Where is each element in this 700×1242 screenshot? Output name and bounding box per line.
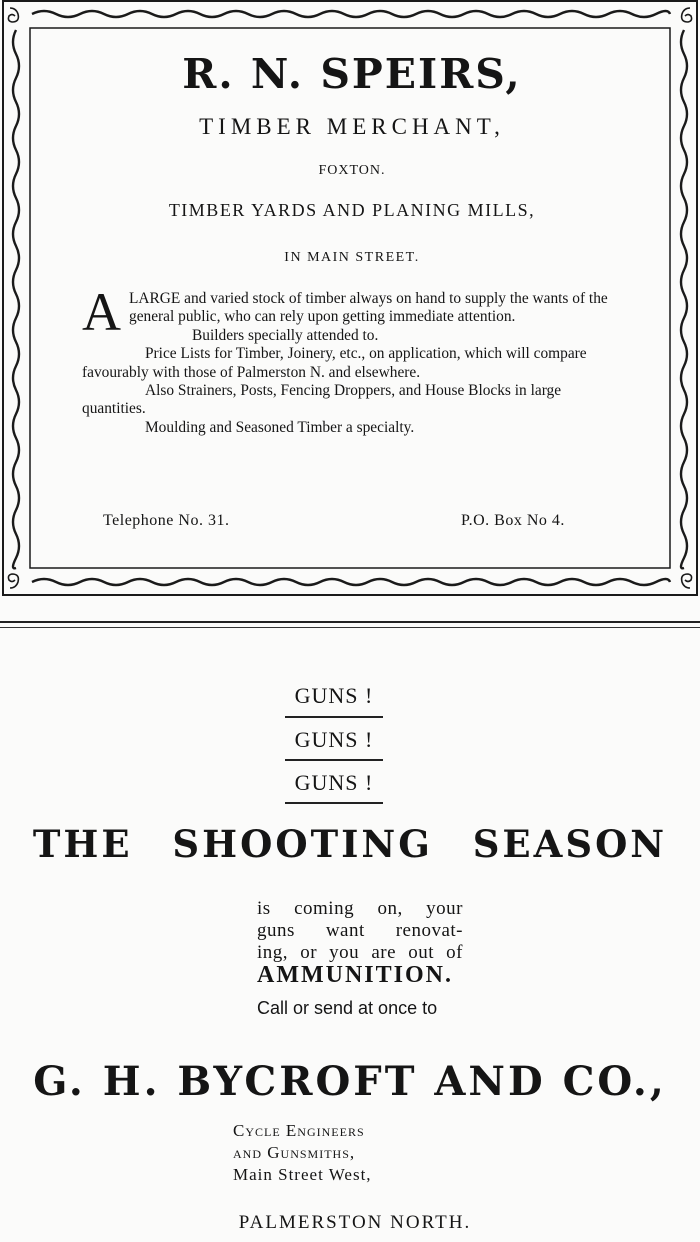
merchant-name: R. N. SPEIRS, — [182, 50, 522, 98]
guns-underline-3 — [285, 802, 383, 804]
word: out — [408, 942, 434, 963]
trade-line-1: Cycle Engineers — [233, 1121, 365, 1140]
trade-line-2: and Gunsmiths, — [233, 1143, 356, 1162]
yards-heading: TIMBER YARDS AND PLANING MILLS, — [168, 200, 536, 220]
telephone-number: Telephone No. 31. — [103, 512, 230, 529]
merchant-trade: TIMBER MERCHANT, — [199, 114, 505, 139]
word: on, — [377, 898, 403, 919]
word: of — [446, 942, 463, 963]
ad-body-text — [82, 282, 622, 437]
shooting-season-headline: THE SHOOTING SEASON — [32, 822, 668, 866]
guns-line-1: GUNS ! — [294, 683, 374, 708]
word: ing, — [257, 942, 289, 963]
merchant-town: FOXTON. — [318, 163, 386, 178]
ammunition-heading: AMMUNITION. — [257, 962, 453, 988]
po-box: P.O. Box No 4. — [461, 512, 565, 529]
word: want — [325, 920, 365, 941]
season-line-2 — [257, 920, 463, 942]
word: is — [257, 898, 271, 919]
word: are — [371, 942, 397, 963]
builders-line: Builders specially attended to. — [192, 326, 379, 344]
word: coming — [294, 898, 355, 919]
yards-location: IN MAIN STREET. — [284, 250, 420, 265]
separator-rule-thin — [0, 627, 700, 628]
stock-text: LARGE and varied stock of timber always on hand to supply the wants of the general public, who can rely upon getting immediate attention. — [129, 290, 608, 326]
strainers-paragraph: Also Strainers, Posts, Fencing Droppers, and House Blocks in large quantities. — [82, 382, 562, 418]
guns-line-3: GUNS ! — [294, 770, 374, 795]
word: you — [329, 942, 360, 963]
firm-name: G. H. BYCROFT AND CO., — [33, 1058, 667, 1105]
season-line-1 — [257, 898, 463, 920]
season-line-3 — [257, 942, 463, 964]
call-line: Call or send at once to — [257, 998, 438, 1018]
guns-underline-2 — [285, 759, 383, 761]
word: your — [426, 898, 463, 919]
word: renovat- — [395, 920, 463, 941]
guns-line-2: GUNS ! — [294, 727, 374, 752]
drop-cap: A — [82, 282, 121, 342]
price-lists-paragraph: Price Lists for Timber, Joinery, etc., on application, which will compare favourably with those of Palmerston N. and elsewhere. — [82, 345, 587, 381]
word: guns — [257, 920, 295, 941]
word: or — [300, 942, 318, 963]
city-name: PALMERSTON NORTH. — [238, 1212, 472, 1233]
separator-rule — [0, 621, 700, 623]
season-text — [257, 898, 467, 964]
moulding-line: Moulding and Seasoned Timber a specialty. — [145, 418, 415, 436]
guns-underline-1 — [285, 716, 383, 718]
speirs-advertisement — [2, 0, 700, 598]
street-address: Main Street West, — [233, 1165, 372, 1184]
